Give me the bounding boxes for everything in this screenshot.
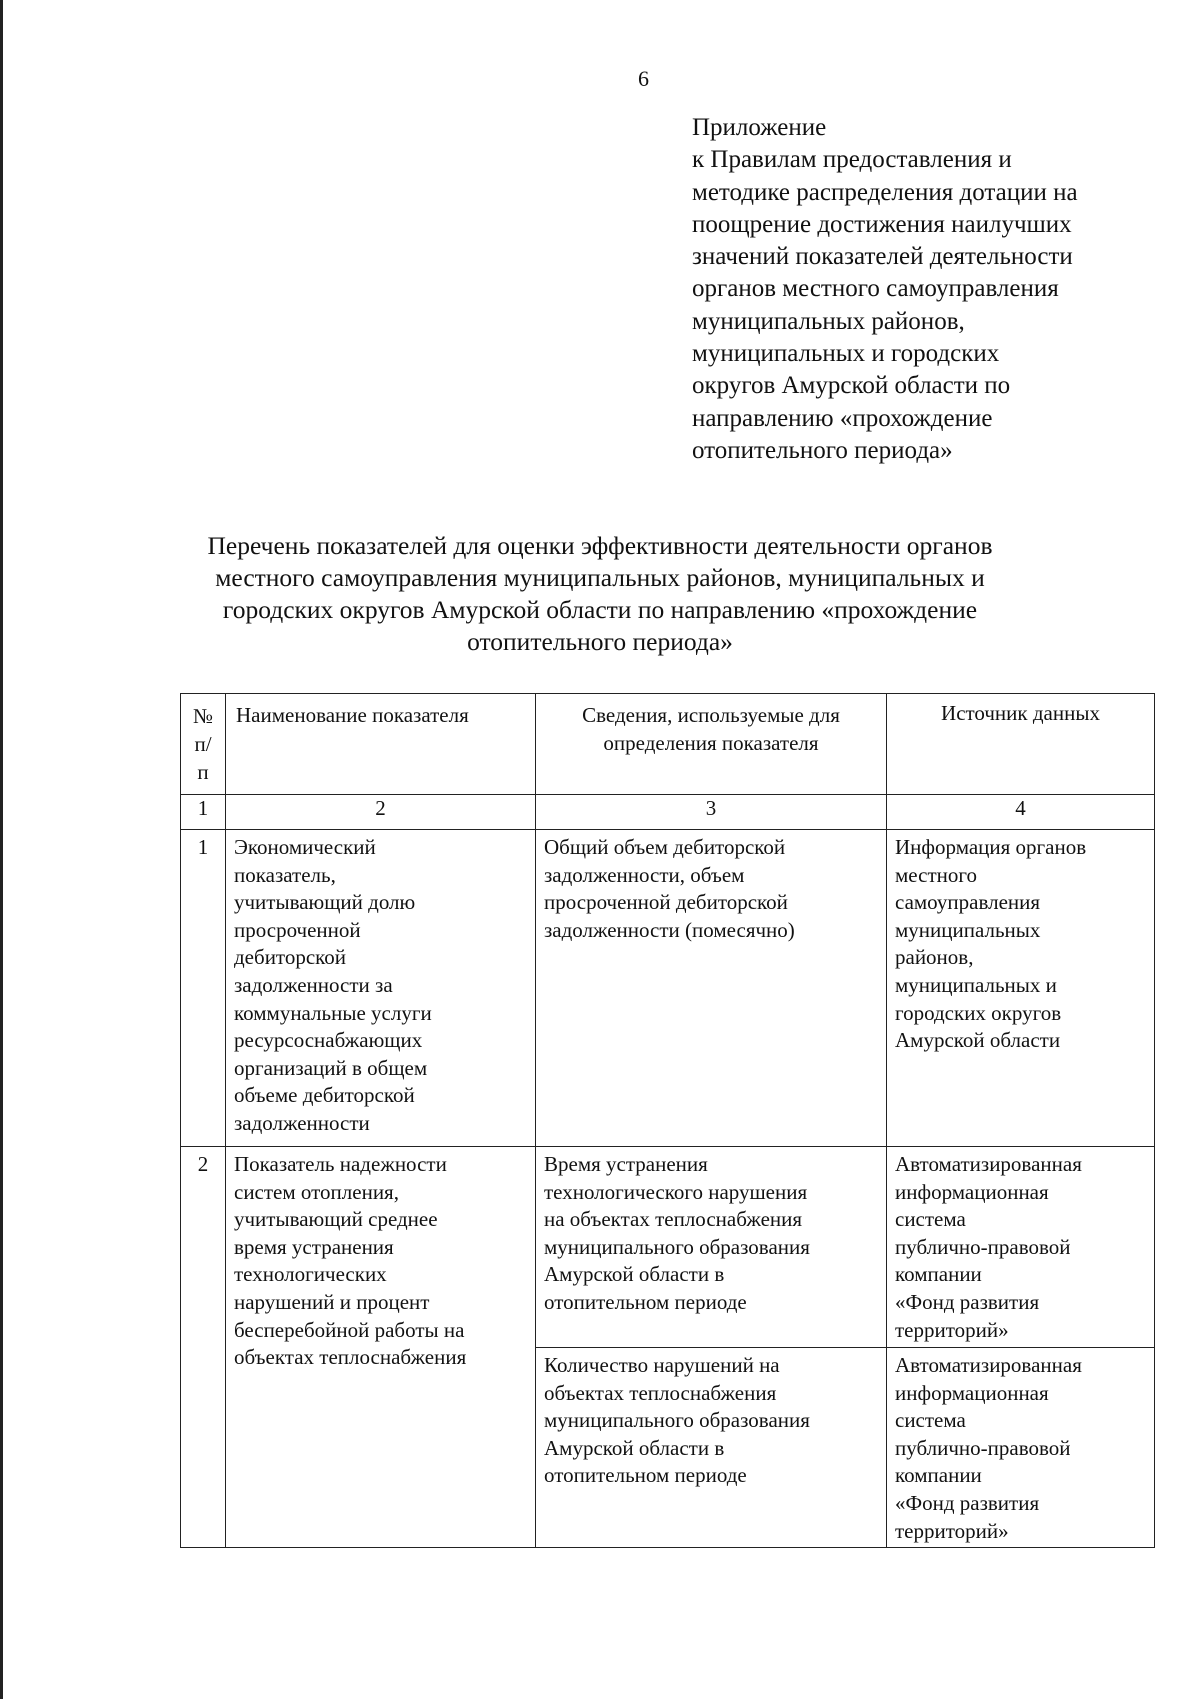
- header-num-line: №: [192, 704, 214, 728]
- cell-line: публично-правовой: [895, 1234, 1071, 1259]
- cell-line: местного: [895, 862, 977, 887]
- cell-line: территорий»: [895, 1317, 1009, 1342]
- cell-line: муниципальных и: [895, 972, 1057, 997]
- cell-line: объектах теплоснабжения: [234, 1345, 467, 1370]
- cell-line: система: [895, 1408, 966, 1433]
- indicator-name-cell: [226, 830, 536, 1147]
- title-line: Перечень показателей для оценки эффективности деятельности органов: [207, 531, 993, 560]
- cell-line: объеме дебиторской: [234, 1083, 415, 1108]
- cell-line: информационная: [895, 1380, 1049, 1405]
- cell-line: «Фонд развития: [895, 1490, 1040, 1515]
- cell-line: на объектах теплоснабжения: [544, 1207, 803, 1232]
- cell-line: объектах теплоснабжения: [544, 1380, 777, 1405]
- appendix-line: значений показателей деятельности: [692, 243, 1073, 271]
- cell-line: компании: [895, 1463, 982, 1488]
- page-edge: [0, 0, 3, 1699]
- appendix-block: [692, 112, 1162, 467]
- cell-line: бесперебойной работы на: [234, 1317, 465, 1342]
- cell-line: время устранения: [234, 1234, 394, 1259]
- cell-line: просроченной: [234, 917, 361, 942]
- cell-line: Автоматизированная: [895, 1152, 1082, 1176]
- cell-line: «Фонд развития: [895, 1289, 1040, 1314]
- cell-line: просроченной дебиторской: [544, 890, 788, 915]
- cell-line: систем отопления,: [234, 1179, 399, 1204]
- cell-line: дебиторской: [234, 945, 347, 970]
- column-number-row: [181, 795, 1155, 830]
- appendix-line: Приложение: [692, 114, 827, 141]
- cell-line: Амурской области: [895, 1028, 1061, 1053]
- cell-line: отопительном периоде: [544, 1289, 747, 1314]
- table-header-row: [181, 694, 1155, 795]
- indicator-info-cell: [536, 1147, 887, 1348]
- cell-line: отопительном периоде: [544, 1463, 747, 1488]
- header-name-cell: [226, 694, 536, 795]
- cell-line: нарушений и процент: [234, 1289, 430, 1314]
- cell-line: муниципального образования: [544, 1408, 810, 1433]
- cell-line: задолженности (помесячно): [544, 917, 795, 942]
- cell-line: ресурсоснабжающих: [234, 1028, 423, 1053]
- indicator-name-cell: [226, 1147, 536, 1548]
- indicator-source-cell: [887, 830, 1155, 1147]
- cell-line: организаций в общем: [234, 1055, 428, 1080]
- cell-line: территорий»: [895, 1518, 1009, 1543]
- title-line: отопительного периода»: [467, 627, 733, 656]
- cell-line: Информация органов: [895, 835, 1087, 859]
- page-number: 6: [638, 66, 649, 91]
- cell-line: публично-правовой: [895, 1435, 1071, 1460]
- cell-line: технологического нарушения: [544, 1179, 808, 1204]
- indicator-info-cell: [536, 830, 887, 1147]
- cell-line: информационная: [895, 1179, 1049, 1204]
- cell-line: Общий объем дебиторской: [544, 835, 786, 859]
- cell-line: задолженности, объем: [544, 862, 745, 887]
- table-row: [181, 1147, 1155, 1348]
- header-source-cell: [887, 694, 1155, 795]
- cell-line: Показатель надежности: [234, 1152, 447, 1176]
- header-num-line: п: [197, 760, 209, 784]
- cell-line: система: [895, 1207, 966, 1232]
- appendix-line: муниципальных районов,: [692, 307, 965, 335]
- appendix-line: поощрение достижения наилучших: [692, 210, 1072, 238]
- cell-line: технологических: [234, 1262, 387, 1287]
- indicator-source-cell: [887, 1147, 1155, 1348]
- cell-line: Экономический: [234, 835, 376, 859]
- appendix-line: муниципальных и городских: [692, 340, 1000, 368]
- cell-line: муниципальных: [895, 917, 1041, 942]
- cell-line: задолженности за: [234, 972, 393, 997]
- column-number: 2: [226, 795, 536, 830]
- header-source-text: Источник данных: [941, 701, 1100, 725]
- cell-line: учитывающий среднее: [234, 1207, 438, 1232]
- appendix-line: отопительного периода»: [692, 436, 953, 464]
- appendix-line: направлению «прохождение: [692, 404, 993, 432]
- table-row: [181, 830, 1155, 1147]
- cell-line: коммунальные услуги: [234, 1000, 432, 1025]
- header-info-line: определения показателя: [603, 730, 819, 755]
- title-line: городских округов Амурской области по направлению «прохождение: [222, 595, 978, 624]
- header-name-text: Наименование показателя: [236, 703, 469, 727]
- appendix-line: округов Амурской области по: [692, 372, 1011, 400]
- appendix-line: методике распределения дотации на: [692, 178, 1078, 206]
- row-number: 1: [181, 830, 226, 1147]
- cell-line: районов,: [895, 945, 974, 970]
- cell-line: Автоматизированная: [895, 1353, 1082, 1377]
- header-num-line: п/: [194, 732, 212, 756]
- appendix-line: органов местного самоуправления: [692, 275, 1059, 303]
- title-line: местного самоуправления муниципальных районов, муниципальных и: [215, 563, 985, 592]
- cell-line: самоуправления: [895, 890, 1041, 915]
- column-number: 3: [536, 795, 887, 830]
- row-number: 2: [181, 1147, 226, 1548]
- cell-line: Время устранения: [544, 1152, 708, 1176]
- document-title: [150, 530, 1050, 658]
- column-number: 1: [181, 795, 226, 830]
- column-number: 4: [887, 795, 1155, 830]
- cell-line: показатель,: [234, 862, 336, 887]
- cell-line: Количество нарушений на: [544, 1353, 780, 1377]
- cell-line: Амурской области в: [544, 1435, 725, 1460]
- header-info-cell: [536, 694, 887, 795]
- header-num-cell: [181, 694, 226, 795]
- cell-line: учитывающий долю: [234, 890, 416, 915]
- cell-line: Амурской области в: [544, 1262, 725, 1287]
- cell-line: задолженности: [234, 1110, 370, 1135]
- cell-line: городских округов: [895, 1000, 1062, 1025]
- cell-line: компании: [895, 1262, 982, 1287]
- indicators-table: [180, 693, 1155, 1548]
- header-info-line: Сведения, используемые для: [582, 703, 840, 727]
- indicator-source-cell: [887, 1348, 1155, 1548]
- indicator-info-cell: [536, 1348, 887, 1548]
- appendix-line: к Правилам предоставления и: [692, 146, 1012, 174]
- cell-line: муниципального образования: [544, 1234, 810, 1259]
